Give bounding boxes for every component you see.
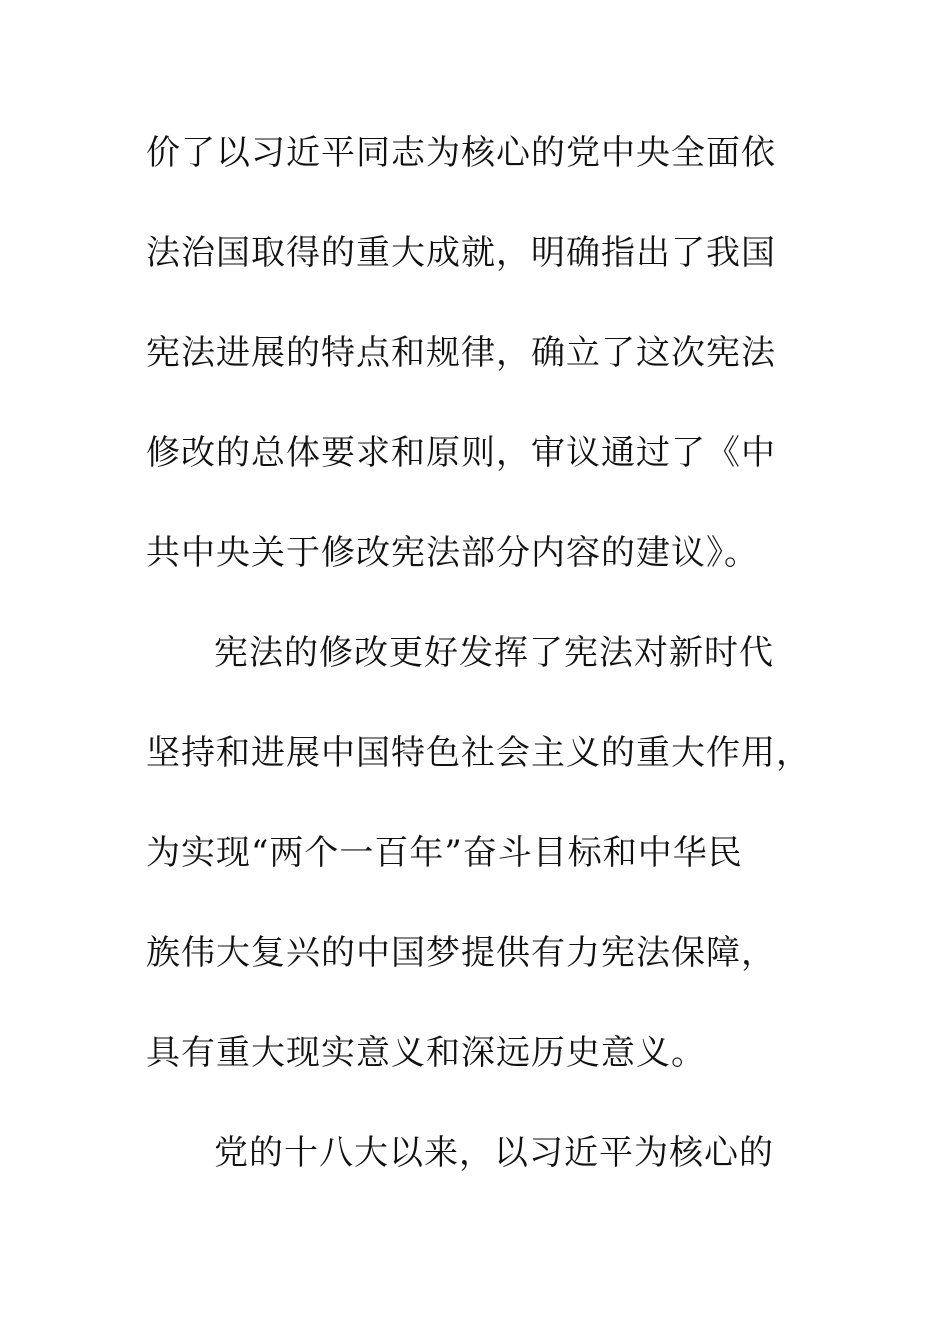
paragraph1-line1: 价了以习近平同志为核心的党中央全面依 bbox=[146, 133, 776, 173]
paragraph2-line4: 族伟大复兴的中国梦提供有力宪法保障， bbox=[146, 933, 776, 973]
paragraph3-line1: 党的十八大以来，以习近平为核心的 bbox=[214, 1133, 774, 1173]
paragraph1-line2: 法治国取得的重大成就，明确指出了我国 bbox=[146, 233, 776, 273]
paragraph1-line4: 修改的总体要求和原则，审议通过了《中 bbox=[146, 433, 776, 473]
paragraph2-line5: 具有重大现实意义和深远历史意义。 bbox=[146, 1033, 706, 1073]
paragraph1-line5: 共中央关于修改宪法部分内容的建议》。 bbox=[146, 533, 759, 573]
paragraph2-line2: 坚持和进展中国特色社会主义的重大作用， bbox=[146, 733, 811, 773]
paragraph1-line3: 宪法进展的特点和规律，确立了这次宪法 bbox=[146, 333, 776, 373]
paragraph2-line1: 宪法的修改更好发挥了宪法对新时代 bbox=[214, 633, 774, 673]
paragraph2-line3: 为实现“两个一百年”奋斗目标和中华民 bbox=[146, 833, 743, 873]
